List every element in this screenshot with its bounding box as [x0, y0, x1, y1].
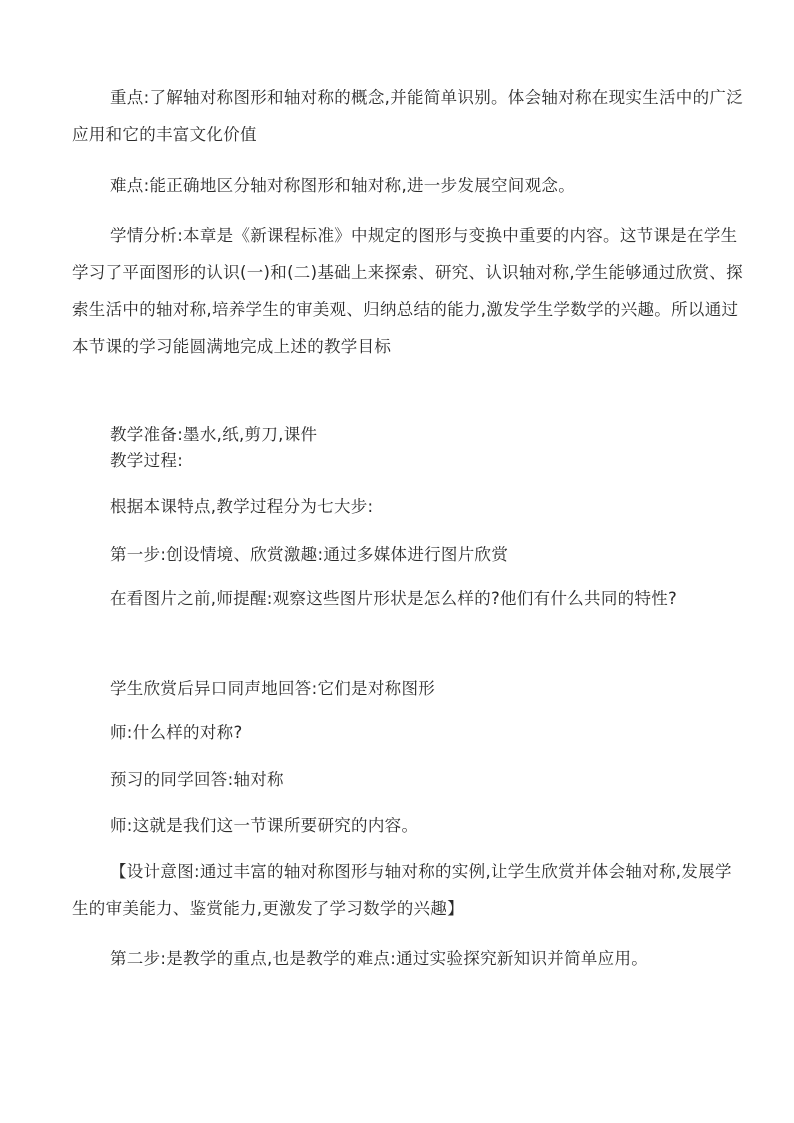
- paragraph-step-two: 第二步:是教学的重点,也是教学的难点:通过实验探究新知识并简单应用。: [110, 949, 649, 968]
- paragraph-difficulties: 难点:能正确地区分轴对称图形和轴对称,进一步发展空间观念。: [110, 176, 576, 195]
- paragraph-teaching-process: 教学过程:: [110, 451, 184, 470]
- paragraph-seven-steps: 根据本课特点,教学过程分为七大步:: [110, 497, 374, 516]
- paragraph-student-answer: 学生欣赏后异口同声地回答:它们是对称图形: [110, 679, 436, 698]
- paragraph-learning-analysis: 学情分析:本章是《新课程标准》中规定的图形与变换中重要的内容。这节课是在学生学习了平面图形的认识(一)和(二)基础上来探索、研究、认识轴对称,学生能够通过欣赏、探索生活中的轴对称,培养学生的审美观、归纳总结的能力,激发学生学数学的兴趣。所以通过本节课的学习能圆满地完成上述的教学目标: [72, 226, 743, 356]
- paragraph-teacher-summary: 师:这就是我们这一节课所要研究的内容。: [110, 816, 419, 835]
- paragraph-teaching-preparation: 教学准备:墨水,纸,剪刀,课件: [110, 425, 318, 444]
- paragraph-design-intent: 【设计意图:通过丰富的轴对称图形与轴对称的实例,让学生欣赏并体会轴对称,发展学生的审美能力、鉴赏能力,更激发了学习数学的兴趣】: [72, 862, 732, 918]
- paragraph-teacher-reminder: 在看图片之前,师提醒:观察这些图片形状是怎么样的?他们有什么共同的特性?: [110, 589, 678, 608]
- paragraph-teacher-question: 师:什么样的对称?: [110, 723, 243, 742]
- paragraph-step-one: 第一步:创设情境、欣赏激趣:通过多媒体进行图片欣赏: [110, 545, 509, 564]
- paragraph-key-points: 重点:了解轴对称图形和轴对称的概念,并能简单识别。体会轴对称在现实生活中的广泛应用和它的丰富文化价值: [72, 88, 744, 144]
- paragraph-preview-answer: 预习的同学回答:轴对称: [110, 770, 284, 789]
